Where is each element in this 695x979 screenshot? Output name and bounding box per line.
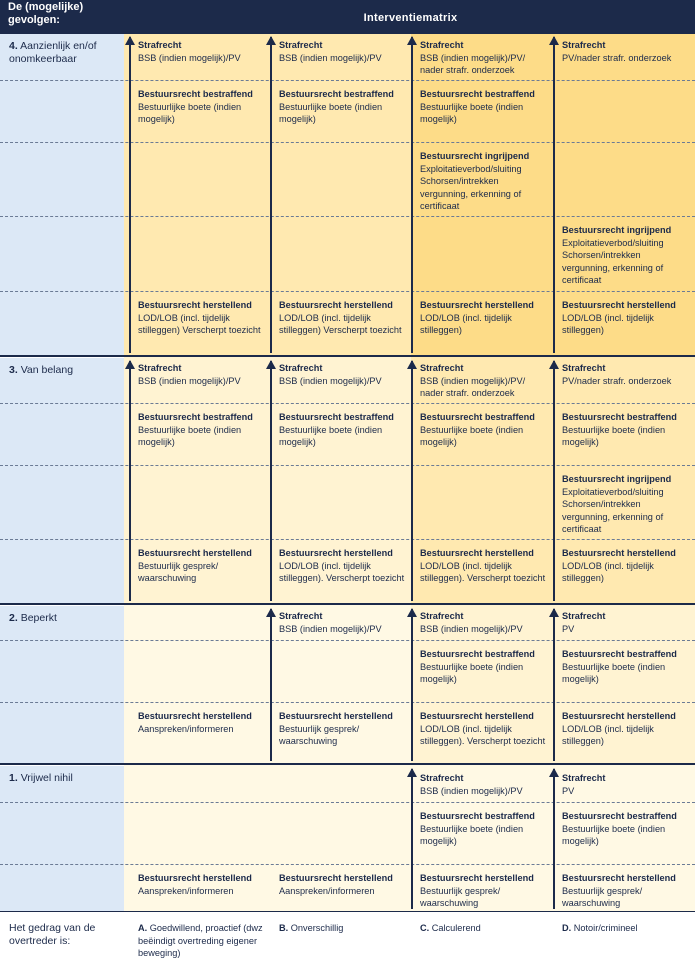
cell-title: Strafrecht: [562, 40, 606, 50]
sub-row-divider: [0, 291, 695, 292]
cell-text: LOD/LOB (incl. tijdelijk stilleggen): [562, 723, 654, 746]
row-label-text: Vrijwel nihil: [20, 772, 73, 784]
cell-title: Bestuursrecht bestraffend: [420, 811, 535, 821]
level-separator: [0, 603, 695, 605]
intervention-cell: [562, 411, 690, 449]
cell-text: Exploitatieverbod/sluiting Schorsen/intrekken vergunning, erkenning of certificaat: [562, 237, 664, 285]
arrow-head-icon: [407, 360, 417, 369]
matrix-title: Interventiematrix: [363, 12, 458, 24]
cell-title: Bestuursrecht herstellend: [279, 873, 393, 883]
cell-text: Aanspreken/informeren: [138, 723, 234, 734]
cell-title: Bestuursrecht bestraffend: [562, 412, 677, 422]
intervention-cell: [562, 610, 690, 635]
escalation-arrow: [270, 361, 272, 601]
cell-text: PV: [562, 623, 575, 634]
cell-text: LOD/LOB (incl. tijdelijk stilleggen) Verscherpt toezicht: [138, 312, 261, 335]
row-label-level-1: [0, 766, 124, 912]
cell-title: Strafrecht: [562, 611, 606, 621]
cell-text: Bestuurlijk gesprek/ waarschuwing: [562, 885, 643, 908]
intervention-cell: [562, 648, 690, 686]
behaviour-text: Goedwillend, proactief (dwz beëindigt overtreding eigener beweging): [138, 923, 263, 958]
cell-text: Exploitatieverbod/sluiting Schorsen/intrekken vergunning, erkenning of certificaat: [420, 163, 522, 211]
cell-title: Bestuursrecht bestraffend: [562, 649, 677, 659]
intervention-cell: [562, 810, 690, 848]
behaviour-label: Het gedrag van de overtreder is:: [9, 922, 96, 947]
intervention-cell: [138, 547, 266, 585]
cell-text: Bestuurlijk gesprek/ waarschuwing: [138, 560, 219, 583]
cell-title: Bestuursrecht herstellend: [138, 548, 252, 558]
cell-title: Strafrecht: [562, 773, 606, 783]
behaviour-letter: C.: [420, 923, 430, 933]
arrow-head-icon: [407, 608, 417, 617]
intervention-cell: [562, 473, 690, 536]
intervention-cell: [138, 411, 266, 449]
cell-text: PV/nader strafr. onderzoek: [562, 375, 672, 386]
intervention-cell: [562, 547, 690, 585]
intervention-cell: [420, 610, 548, 635]
cell-title: Bestuursrecht herstellend: [562, 548, 676, 558]
cell-text: Bestuurlijke boete (indien mogelijk): [562, 424, 666, 447]
sub-row-divider: [0, 142, 695, 143]
cell-text: LOD/LOB (incl. tijdelijk stilleggen): [562, 560, 654, 583]
cell-title: Strafrecht: [279, 611, 323, 621]
intervention-cell: [279, 88, 407, 126]
intervention-cell: [279, 411, 407, 449]
cell-text: Bestuurlijke boete (indien mogelijk): [420, 424, 524, 447]
cell-title: Bestuursrecht ingrijpend: [420, 151, 530, 161]
cell-text: Bestuurlijke boete (indien mogelijk): [420, 823, 524, 846]
row-label-level-2: [0, 606, 124, 764]
escalation-arrow: [411, 609, 413, 761]
cell-title: Bestuursrecht herstellend: [138, 873, 252, 883]
cell-text: BSB (indien mogelijk)/PV: [138, 375, 241, 386]
row-label-text: Beperkt: [20, 612, 57, 624]
cell-text: PV: [562, 785, 575, 796]
escalation-arrow: [411, 769, 413, 909]
cell-title: Strafrecht: [279, 40, 323, 50]
arrow-head-icon: [125, 36, 135, 45]
intervention-cell: [420, 648, 548, 686]
cell-text: LOD/LOB (incl. tijdelijk stilleggen): [562, 312, 654, 335]
row-label-text: Aanzienlijk en/of onomkeerbaar: [9, 40, 97, 65]
behaviour-column-b: [279, 922, 407, 935]
intervention-cell: [420, 150, 548, 213]
cell-title: Strafrecht: [138, 363, 182, 373]
level-separator: [0, 763, 695, 765]
cell-text: BSB (indien mogelijk)/PV: [279, 375, 382, 386]
intervention-cell: [279, 547, 407, 585]
intervention-cell: [562, 710, 690, 748]
arrow-head-icon: [549, 360, 559, 369]
cell-title: Bestuursrecht herstellend: [279, 711, 393, 721]
arrow-head-icon: [266, 360, 276, 369]
sub-row-divider: [0, 802, 695, 803]
cell-text: LOD/LOB (incl. tijdelijk stilleggen) Verscherpt toezicht: [279, 312, 402, 335]
intervention-cell: [562, 224, 690, 287]
cell-text: BSB (indien mogelijk)/PV/ nader strafr. onderzoek: [420, 375, 526, 398]
intervention-cell: [279, 872, 407, 897]
behaviour-letter: D.: [562, 923, 572, 933]
behaviour-text: Notoir/crimineel: [573, 923, 638, 933]
row-label-level-4: [0, 34, 124, 356]
cell-text: BSB (indien mogelijk)/PV: [420, 623, 523, 634]
cell-text: Bestuurlijke boete (indien mogelijk): [420, 661, 524, 684]
sub-row-divider: [0, 80, 695, 81]
cell-text: BSB (indien mogelijk)/PV: [420, 785, 523, 796]
cell-text: Bestuurlijke boete (indien mogelijk): [279, 424, 383, 447]
cell-text: Bestuurlijke boete (indien mogelijk): [138, 101, 242, 124]
cell-text: LOD/LOB (incl. tijdelijk stilleggen): [420, 312, 512, 335]
cell-title: Strafrecht: [279, 363, 323, 373]
cell-text: BSB (indien mogelijk)/PV: [138, 52, 241, 63]
cell-title: Bestuursrecht bestraffend: [420, 412, 535, 422]
cell-text: LOD/LOB (incl. tijdelijk stilleggen). Verscherpt toezicht: [279, 560, 405, 583]
level-separator: [0, 355, 695, 357]
intervention-cell: [138, 299, 266, 337]
cell-text: PV/nader strafr. onderzoek: [562, 52, 672, 63]
intervention-cell: [420, 88, 548, 126]
cell-text: Bestuurlijk gesprek/ waarschuwing: [420, 885, 501, 908]
escalation-arrow: [270, 37, 272, 353]
intervention-cell: [279, 610, 407, 635]
cell-text: Bestuurlijke boete (indien mogelijk): [562, 823, 666, 846]
sub-row-divider: [0, 702, 695, 703]
escalation-arrow: [553, 37, 555, 353]
cell-title: Bestuursrecht bestraffend: [279, 412, 394, 422]
intervention-cell: [420, 710, 548, 748]
cell-title: Bestuursrecht bestraffend: [279, 89, 394, 99]
cell-text: Bestuurlijke boete (indien mogelijk): [420, 101, 524, 124]
intervention-cell: [279, 299, 407, 337]
arrow-head-icon: [549, 768, 559, 777]
cell-title: Bestuursrecht bestraffend: [138, 89, 253, 99]
consequences-heading: De (mogelijke) gevolgen:: [8, 1, 84, 26]
row-number: 2.: [9, 612, 18, 624]
cell-text: Exploitatieverbod/sluiting Schorsen/intrekken vergunning, erkenning of certificaat: [562, 486, 664, 534]
behaviour-column-d: [562, 922, 690, 935]
cell-text: Bestuurlijke boete (indien mogelijk): [138, 424, 242, 447]
behaviour-letter: B.: [279, 923, 289, 933]
intervention-cell: [420, 411, 548, 449]
intervention-cell: [420, 39, 548, 77]
arrow-head-icon: [549, 608, 559, 617]
cell-title: Bestuursrecht bestraffend: [420, 89, 535, 99]
intervention-cell: [279, 710, 407, 748]
cell-title: Bestuursrecht herstellend: [420, 548, 534, 558]
arrow-head-icon: [266, 608, 276, 617]
cell-text: Aanspreken/informeren: [138, 885, 234, 896]
arrow-head-icon: [125, 360, 135, 369]
intervention-cell: [562, 872, 690, 910]
cell-text: Aanspreken/informeren: [279, 885, 375, 896]
behaviour-text: Calculerend: [431, 923, 481, 933]
cell-title: Strafrecht: [420, 611, 464, 621]
cell-text: LOD/LOB (incl. tijdelijk stilleggen). Verscherpt toezicht: [420, 560, 546, 583]
intervention-cell: [562, 39, 690, 64]
cell-title: Bestuursrecht ingrijpend: [562, 225, 672, 235]
intervention-cell: [420, 299, 548, 337]
sub-row-divider: [0, 403, 695, 404]
escalation-arrow: [553, 361, 555, 601]
escalation-arrow: [129, 37, 131, 353]
escalation-arrow: [129, 361, 131, 601]
cell-text: BSB (indien mogelijk)/PV/ nader strafr. onderzoek: [420, 52, 526, 75]
behaviour-footer: [0, 912, 695, 979]
intervention-cell: [420, 362, 548, 400]
cell-title: Bestuursrecht bestraffend: [138, 412, 253, 422]
sub-row-divider: [0, 640, 695, 641]
intervention-cell: [562, 772, 690, 797]
cell-text: BSB (indien mogelijk)/PV: [279, 623, 382, 634]
intervention-cell: [562, 299, 690, 337]
intervention-cell: [279, 39, 407, 64]
cell-title: Strafrecht: [420, 40, 464, 50]
intervention-cell: [562, 362, 690, 387]
cell-title: Bestuursrecht herstellend: [138, 300, 252, 310]
cell-title: Bestuursrecht herstellend: [138, 711, 252, 721]
cell-title: Bestuursrecht herstellend: [420, 873, 534, 883]
intervention-cell: [420, 872, 548, 910]
cell-title: Strafrecht: [138, 40, 182, 50]
arrow-head-icon: [266, 36, 276, 45]
cell-title: Bestuursrecht herstellend: [420, 300, 534, 310]
row-label-text: Van belang: [20, 364, 74, 376]
intervention-cell: [138, 710, 266, 735]
cell-title: Bestuursrecht bestraffend: [562, 811, 677, 821]
cell-text: BSB (indien mogelijk)/PV: [279, 52, 382, 63]
header-bar: [0, 0, 695, 34]
behaviour-column-a: [138, 922, 266, 960]
cell-title: Strafrecht: [420, 363, 464, 373]
sub-row-divider: [0, 216, 695, 217]
behaviour-column-c: [420, 922, 548, 935]
cell-text: Bestuurlijke boete (indien mogelijk): [279, 101, 383, 124]
cell-title: Bestuursrecht herstellend: [279, 548, 393, 558]
escalation-arrow: [411, 37, 413, 353]
intervention-cell: [138, 872, 266, 897]
row-number: 4.: [9, 40, 18, 52]
sub-row-divider: [0, 864, 695, 865]
cell-title: Bestuursrecht herstellend: [279, 300, 393, 310]
sub-row-divider: [0, 465, 695, 466]
arrow-head-icon: [407, 768, 417, 777]
cell-title: Bestuursrecht herstellend: [562, 873, 676, 883]
row-label-level-3: [0, 358, 124, 604]
intervention-cell: [420, 547, 548, 585]
intervention-cell: [138, 362, 266, 387]
cell-title: Strafrecht: [562, 363, 606, 373]
arrow-head-icon: [549, 36, 559, 45]
escalation-arrow: [553, 769, 555, 909]
matrix-cell-background: [124, 605, 270, 763]
intervention-cell: [279, 362, 407, 387]
arrow-head-icon: [407, 36, 417, 45]
behaviour-text: Onverschillig: [290, 923, 344, 933]
intervention-cell: [420, 810, 548, 848]
behaviour-letter: A.: [138, 923, 148, 933]
sub-row-divider: [0, 539, 695, 540]
intervention-cell: [138, 88, 266, 126]
row-number: 3.: [9, 364, 18, 376]
escalation-arrow: [553, 609, 555, 761]
cell-title: Bestuursrecht bestraffend: [420, 649, 535, 659]
cell-title: Bestuursrecht herstellend: [562, 300, 676, 310]
escalation-arrow: [411, 361, 413, 601]
row-number: 1.: [9, 772, 18, 784]
cell-title: Bestuursrecht ingrijpend: [562, 474, 672, 484]
cell-text: Bestuurlijke boete (indien mogelijk): [562, 661, 666, 684]
cell-title: Bestuursrecht herstellend: [420, 711, 534, 721]
cell-title: Bestuursrecht herstellend: [562, 711, 676, 721]
cell-text: LOD/LOB (incl. tijdelijk stilleggen). Verscherpt toezicht: [420, 723, 546, 746]
intervention-cell: [138, 39, 266, 64]
cell-title: Strafrecht: [420, 773, 464, 783]
escalation-arrow: [270, 609, 272, 761]
intervention-cell: [420, 772, 548, 797]
cell-text: Bestuurlijk gesprek/ waarschuwing: [279, 723, 360, 746]
